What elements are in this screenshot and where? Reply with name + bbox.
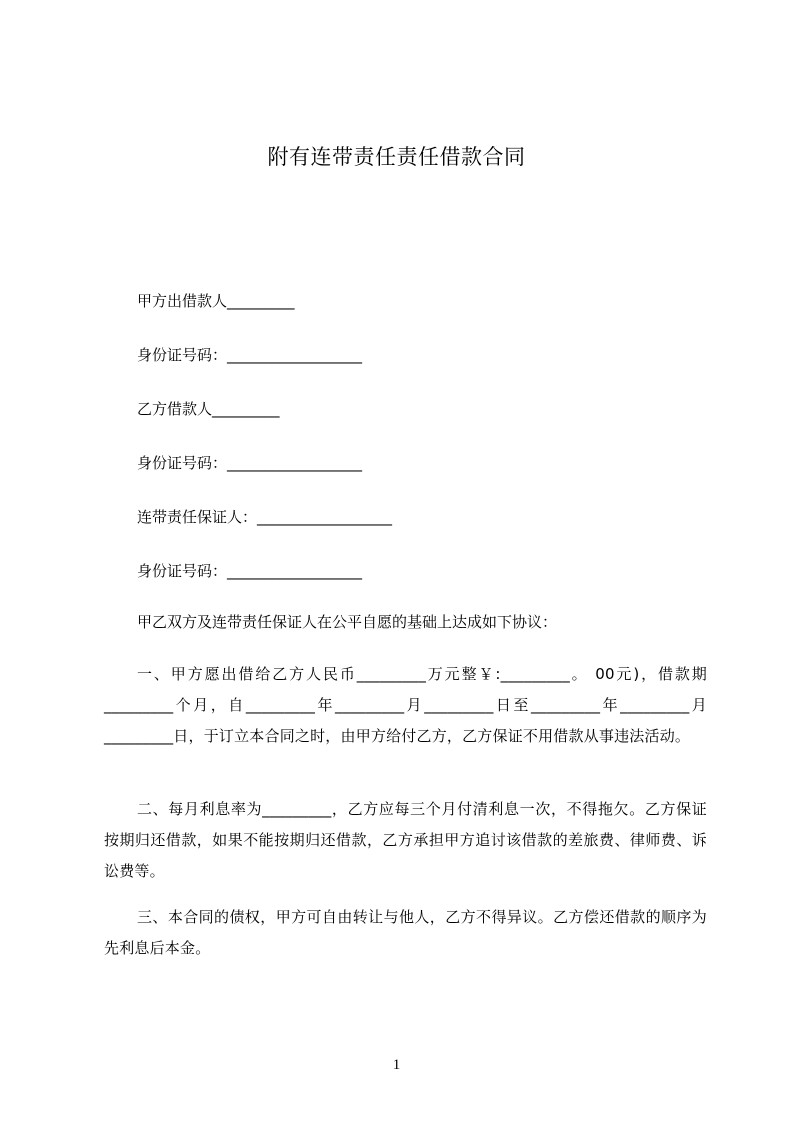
guarantor-id-field: 身份证号码：__________________	[137, 562, 363, 580]
borrower-id-field: 身份证号码：__________________	[137, 454, 363, 472]
page-number: 1	[392, 1057, 401, 1073]
agreement-intro: 甲乙双方及连带责任保证人在公平自愿的基础上达成如下协议：	[137, 613, 558, 631]
borrower-field: 乙方借款人_________	[137, 400, 280, 418]
clause-1: 一、甲方愿出借给乙方人民币_________万元整￥:_________。 00元)，借款期_________个月，自_________年_________月_________日至_________年_________月_________日，于订立本合同之时，由甲方给付乙方，乙方保证不用借款从事违法活动。	[104, 665, 707, 745]
lender-field: 甲方出借款人_________	[137, 292, 295, 310]
guarantor-field: 连带责任保证人：__________________	[137, 508, 393, 526]
document-title: 附有连带责任责任借款合同	[267, 145, 526, 169]
clause-2: 二、每月利息率为_________，乙方应每三个月付清利息一次，不得拖欠。乙方保证按期归还借款，如果不能按期归还借款，乙方承担甲方追讨该借款的差旅费、律师费、诉讼费等。	[104, 800, 707, 880]
clause-3: 三、本合同的债权，甲方可自由转让与他人，乙方不得异议。乙方偿还借款的顺序为先利息后本金。	[104, 908, 707, 957]
lender-id-field: 身份证号码：__________________	[137, 346, 363, 364]
